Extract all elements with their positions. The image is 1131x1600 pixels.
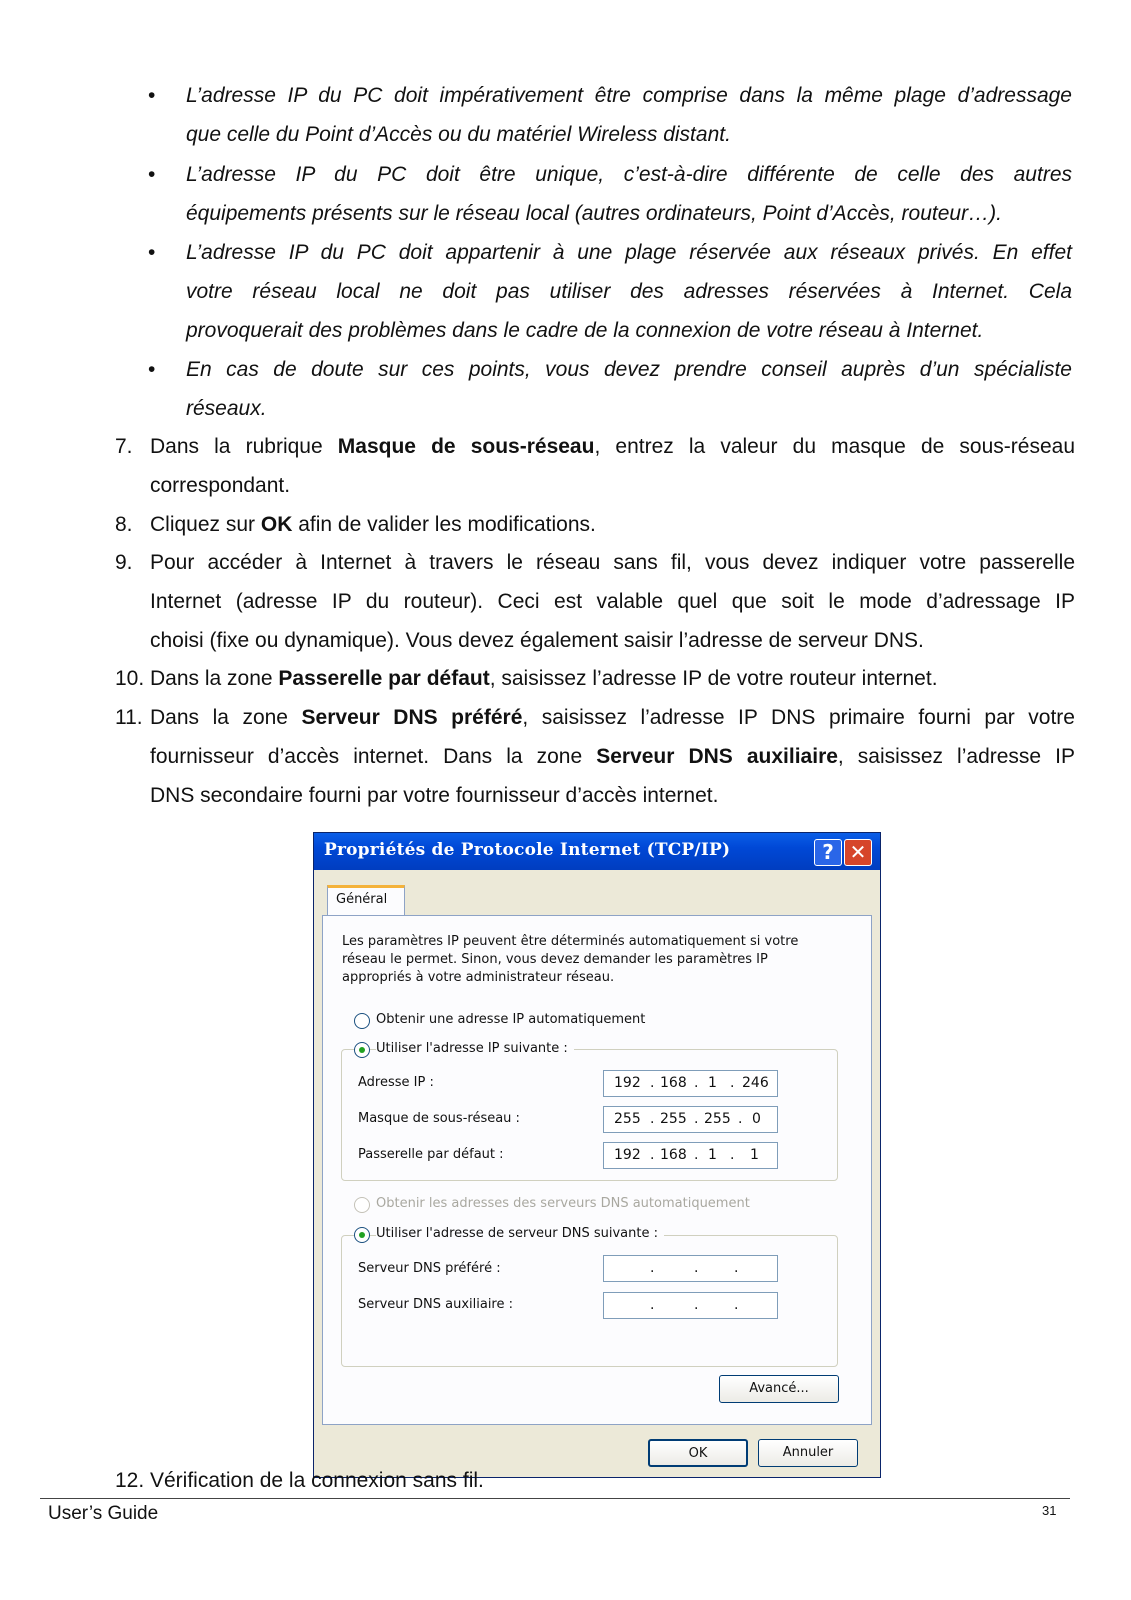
step-line: Dans la zone Passerelle par défaut, saisissez l’adresse IP de votre routeur internet.	[150, 667, 938, 690]
bullet-dot: •	[148, 358, 156, 381]
subnet-mask-label: Masque de sous-réseau :	[358, 1111, 520, 1126]
step-line: fournisseur d’accès internet. Dans la zone Serveur DNS auxiliaire, saisissez l’adresse IP	[150, 745, 1075, 768]
alternate-dns-field[interactable]: . . .	[603, 1292, 778, 1319]
tcpip-properties-dialog	[313, 832, 881, 1478]
bold-term: Serveur DNS auxiliaire	[596, 745, 838, 768]
bullet-dot: •	[148, 163, 156, 186]
footer-rule	[40, 1498, 1070, 1499]
alternate-dns-label: Serveur DNS auxiliaire :	[358, 1297, 514, 1312]
step-line: DNS secondaire fourni par votre fournisseur d’accès internet.	[150, 784, 719, 807]
step-number: 12.	[115, 1469, 145, 1492]
advanced-button[interactable]: Avancé...	[719, 1375, 839, 1403]
tab-general[interactable]: Général	[327, 885, 405, 916]
bullet-dot: •	[148, 84, 156, 107]
radio-auto-ip[interactable]	[354, 1013, 370, 1029]
step-number: 8.	[115, 513, 133, 536]
bullet-line: En cas de doute sur ces points, vous devez prendre conseil auprès d’un spécialiste	[186, 358, 1072, 381]
page-number: 31	[1042, 1503, 1057, 1518]
footer-title: User’s Guide	[48, 1503, 159, 1524]
step-line: correspondant.	[150, 474, 291, 497]
step-line: Vérification de la connexion sans fil.	[150, 1469, 484, 1492]
step-line: Pour accéder à Internet à travers le réseau sans fil, vous devez indiquer votre passerelle	[150, 551, 1075, 574]
bullet-dot: •	[148, 241, 156, 264]
ok-button[interactable]: OK	[648, 1439, 748, 1467]
cancel-button[interactable]: Annuler	[758, 1439, 858, 1467]
bold-term: Serveur DNS préféré	[301, 706, 523, 729]
radio-auto-dns-label[interactable]: Obtenir les adresses des serveurs DNS automatiquement	[376, 1196, 750, 1211]
bullet-line: L’adresse IP du PC doit impérativement être comprise dans la même plage d’adressage	[186, 84, 1072, 107]
bullet-line: équipements présents sur le réseau local (autres ordinateurs, Point d’Accès, routeur…).	[186, 202, 1002, 225]
step-line: Internet (adresse IP du routeur). Ceci est valable quel que soit le mode d’adressage IP	[150, 590, 1075, 613]
bullet-line: L’adresse IP du PC doit appartenir à une plage réservée aux réseaux privés. En effet	[186, 241, 1072, 264]
step-line: Dans la zone Serveur DNS préféré, saisissez l’adresse IP DNS primaire fourni par votre	[150, 706, 1075, 729]
ip-address-field[interactable]: 192 . 168 . 1 . 246	[603, 1070, 778, 1097]
preferred-dns-field[interactable]: . . .	[603, 1255, 778, 1282]
bullet-line: votre réseau local ne doit pas utiliser des adresses réservées à Internet. Cela	[186, 280, 1072, 303]
radio-auto-ip-label[interactable]: Obtenir une adresse IP automatiquement	[376, 1012, 646, 1027]
bold-term: Passerelle par défaut	[278, 667, 490, 690]
step-line: choisi (fixe ou dynamique). Vous devez également saisir l’adresse de serveur DNS.	[150, 629, 924, 652]
step-number: 11.	[115, 706, 143, 729]
bullet-line: provoquerait des problèmes dans le cadre de la connexion de votre réseau à Internet.	[186, 319, 984, 342]
subnet-mask-field[interactable]: 255 . 255 . 255 . 0	[603, 1106, 778, 1133]
help-button[interactable]: ?	[814, 839, 842, 866]
bold-term: Masque de sous-réseau	[337, 435, 595, 458]
gateway-label: Passerelle par défaut :	[358, 1147, 504, 1162]
intro-text	[342, 933, 832, 987]
bullet-line: que celle du Point d’Accès ou du matériel Wireless distant.	[186, 123, 731, 146]
bullet-line: L’adresse IP du PC doit être unique, c’est-à-dire différente de celle des autres	[186, 163, 1072, 186]
preferred-dns-label: Serveur DNS préféré :	[358, 1261, 501, 1276]
step-line: Cliquez sur OK afin de valider les modifications.	[150, 513, 596, 536]
intro-line: appropriés à votre administrateur réseau.	[342, 970, 615, 985]
radio-manual-dns-label[interactable]: Utiliser l'adresse de serveur DNS suivante :	[376, 1226, 664, 1241]
radio-auto-dns[interactable]	[354, 1197, 370, 1213]
radio-manual-dns[interactable]	[354, 1227, 370, 1243]
step-number: 10.	[115, 667, 145, 690]
ip-address-label: Adresse IP :	[358, 1075, 434, 1090]
radio-manual-ip-label[interactable]: Utiliser l'adresse IP suivante :	[376, 1041, 574, 1056]
radio-manual-ip[interactable]	[354, 1042, 370, 1058]
gateway-field[interactable]: 192 . 168 . 1 . 1	[603, 1142, 778, 1169]
step-line: Dans la rubrique Masque de sous-réseau, entrez la valeur du masque de sous-réseau	[150, 435, 1075, 458]
close-button[interactable]: ✕	[844, 839, 872, 866]
intro-line: réseau le permet. Sinon, vous devez demander les paramètres IP	[342, 952, 768, 967]
bullet-line: réseaux.	[186, 397, 267, 420]
step-number: 7.	[115, 435, 133, 458]
step-number: 9.	[115, 551, 133, 574]
bold-term: OK	[260, 513, 293, 536]
intro-line: Les paramètres IP peuvent être déterminés automatiquement si votre	[342, 934, 799, 949]
dialog-title: Propriétés de Protocole Internet (TCP/IP)	[324, 840, 731, 860]
dialog-titlebar	[314, 833, 880, 870]
